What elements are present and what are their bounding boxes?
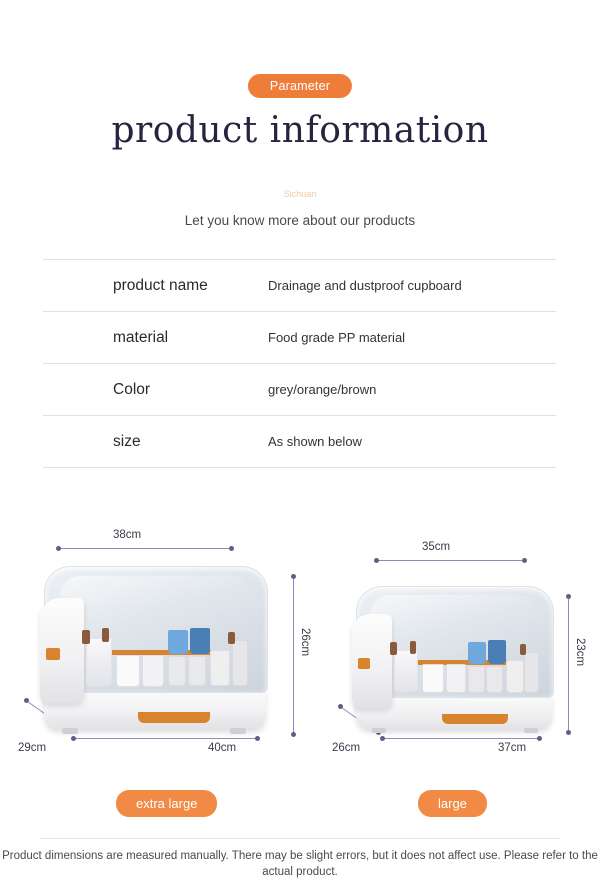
table-row [43, 364, 556, 416]
dimension-line-bottom [382, 738, 540, 739]
dimension-line-height [293, 576, 294, 736]
dimension-endpoint [566, 594, 571, 599]
table-row [43, 259, 556, 312]
dimension-line-top [58, 548, 233, 549]
dimension-label-depth: 29cm [18, 742, 47, 754]
dimension-endpoint [255, 736, 260, 741]
dimension-endpoint [291, 732, 296, 737]
dimension-endpoint [291, 574, 296, 579]
size-pill-large: large [418, 790, 487, 817]
dimension-label-width: 35cm [422, 541, 451, 553]
spec-value: Drainage and dustproof cupboard [268, 277, 462, 293]
spec-value: As shown below [268, 433, 362, 449]
spec-key: size [113, 432, 141, 450]
dimension-endpoint [56, 546, 61, 551]
dimension-label-base-width: 40cm [208, 742, 237, 754]
spec-key: product name [113, 276, 208, 294]
dimension-line-height [568, 596, 569, 734]
dimension-endpoint [24, 698, 29, 703]
dimension-endpoint [338, 704, 343, 709]
spec-key: Color [113, 380, 151, 398]
dimension-line-bottom [73, 738, 258, 739]
footer-divider [40, 838, 560, 839]
page-title: product information [111, 110, 489, 151]
dimension-label-height: 26cm [299, 628, 311, 657]
dimension-label-depth: 26cm [332, 742, 361, 754]
dimension-endpoint [566, 730, 571, 735]
dimension-endpoint [522, 558, 527, 563]
product-figure-extra-large [18, 520, 311, 790]
size-pill-extra-large: extra large [116, 790, 217, 817]
dimension-endpoint [537, 736, 542, 741]
product-dimension-figures [0, 520, 600, 820]
dimension-endpoint [374, 558, 379, 563]
spec-key: material [113, 328, 169, 346]
product-figure-large [330, 538, 585, 788]
table-row [43, 416, 556, 468]
dimension-label-height: 23cm [574, 638, 586, 667]
dimension-endpoint [380, 736, 385, 741]
spec-value: grey/orange/brown [268, 381, 377, 397]
spec-value: Food grade PP material [268, 329, 406, 345]
dimension-endpoint [71, 736, 76, 741]
dimension-label-base-width: 37cm [498, 742, 527, 754]
watermark-text: Sichuan [283, 189, 317, 199]
footnote-text: Product dimensions are measured manually. There may be slight errors, but it does not affect use. Please refer to the actual product. [2, 850, 598, 878]
page-subtitle: Let you know more about our products [184, 213, 416, 228]
dimension-line-top [376, 560, 526, 561]
spec-table [43, 259, 556, 468]
dimension-label-width: 38cm [113, 529, 142, 541]
parameter-badge: Parameter [248, 74, 352, 98]
dimension-endpoint [229, 546, 234, 551]
table-row [43, 312, 556, 364]
